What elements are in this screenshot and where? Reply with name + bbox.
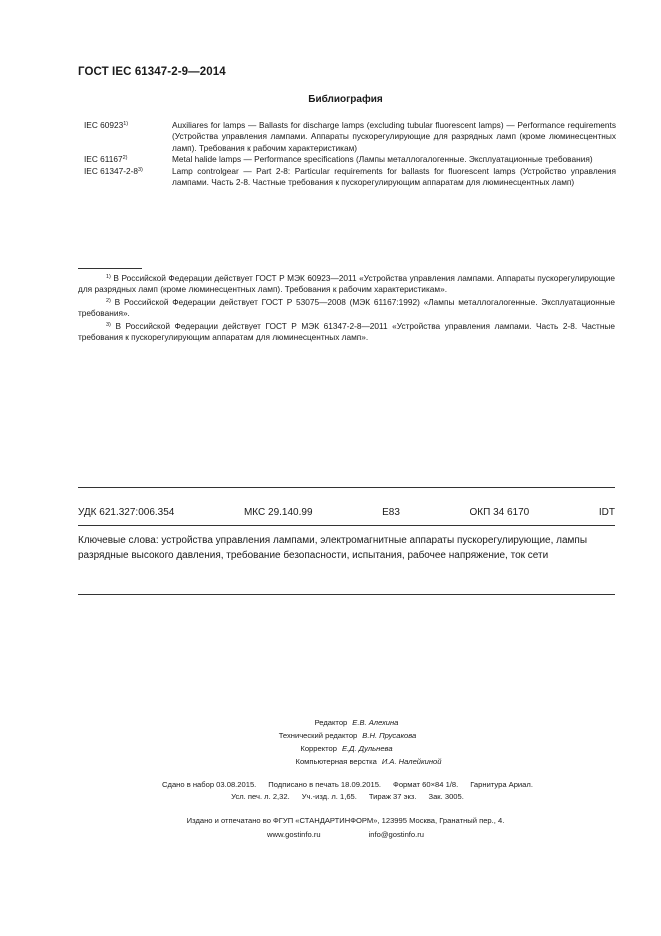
bibliography-list [84,120,616,188]
mks-code: МКС 29.140.99 [243,507,313,518]
email-link[interactable]: info@gostinfo.ru [368,830,425,839]
document-title: ГОСТ IEC 61347-2-9—2014 [78,66,226,78]
editors-block [0,716,661,768]
footnote: $^{2)}$ В Российской Федерации действует ГОСТ Р 53075—2008 (МЭК 61167:1992) «Лампы металлогалогенные. Эксплуатационные требования». [78,296,615,319]
divider [78,594,615,595]
editor-line: Корректор Е.Д. Дульнева [300,744,393,753]
bibliography-ref: IEC 60923$^{1)}$ [84,120,129,130]
bibliography-entry [84,166,616,189]
footnote: $^{1)}$ В Российской Федерации действует ГОСТ Р МЭК 60923—2011 «Устройства управления лампами. Аппараты пускорегулирующие для разрядных ламп (кроме люминесцентных ламп). Требования к рабочим характеристикам». [78,273,615,295]
category-code: Е83 [382,507,400,518]
idt-mark: IDT [598,507,615,518]
classification-line [78,507,615,518]
divider [78,525,615,526]
bibliography-text: Auxiliares for lamps — Ballasts for discharge lamps (excluding tubular fluorescent lamps) — Performance requirements (Устройства управления лампами. Аппараты пускорегулирующие для разрядных ламп (кроме люминесцентных ламп). Требования к рабочим характеристикам) [172,120,616,153]
footnote-marker: 1) [123,121,129,127]
udk-code: УДК 621.327:006.354 [78,507,175,518]
bibliography-entry [84,154,616,165]
bibliography-heading: Библиография [308,94,383,105]
publisher-line: Издано и отпечатано во ФГУП «СТАНДАРТИНФОРМ», 123995 Москва, Гранатный пер., 4. [186,816,505,825]
divider [78,487,615,488]
publishing-line-2: Усл. печ. л. 2,32. Уч.-изд. л. 1,65. Тираж 37 экз. Зак. 3005. [231,792,464,801]
contact-line [0,830,661,839]
editor-line: Технический редактор В.Н. Прусакова [278,731,417,740]
footnotes [78,273,615,344]
footnote-marker: 2) [122,155,128,162]
editor-line: Компьютерная верстка И.А. Налейкиной [295,757,442,766]
footnote-separator [78,268,142,269]
bibliography-ref: IEC 61347-2-8$^{3)}$ [84,165,143,176]
bibliography-ref: IEC 61167$^{2)}$ [84,154,128,165]
website-link[interactable]: www.gostinfo.ru [266,830,321,839]
keywords: Ключевые слова: устройства управления лампами, электромагнитные аппараты пускорегулирующие, лампы разрядные высокого давления, требование безопасности, испытания, рабочее напряжение, ток сети [78,535,588,561]
bibliography-entry [84,120,616,154]
footnote-marker: 3) [137,166,143,173]
okp-code: ОКП 34 6170 [469,507,530,518]
bibliography-text: Metal halide lamps — Performance specifications (Лампы металлогалогенные. Эксплуатационные требования) [172,154,593,165]
footnote: $^{3)}$ В Российской Федерации действует ГОСТ Р МЭК 61347-2-8—2011 «Устройства управления лампами. Часть 2-8. Частные требования к пускорегулирующим аппаратам для люминесцентных ламп». [78,320,615,343]
bibliography-text: Lamp controlgear — Part 2-8: Particular requirements for ballasts for fluorescent lamps (Устройство управления лампами. Часть 2-8. Частные требования к пускорегулирующим аппаратам для люминесцентных ламп) [172,165,616,188]
editor-line: Редактор Е.В. Алехина [314,718,399,727]
publishing-line-1: Сдано в набор 03.08.2015. Подписано в печать 18.09.2015. Формат 60×84 1/8. Гарнитура Ариал. [162,780,533,789]
